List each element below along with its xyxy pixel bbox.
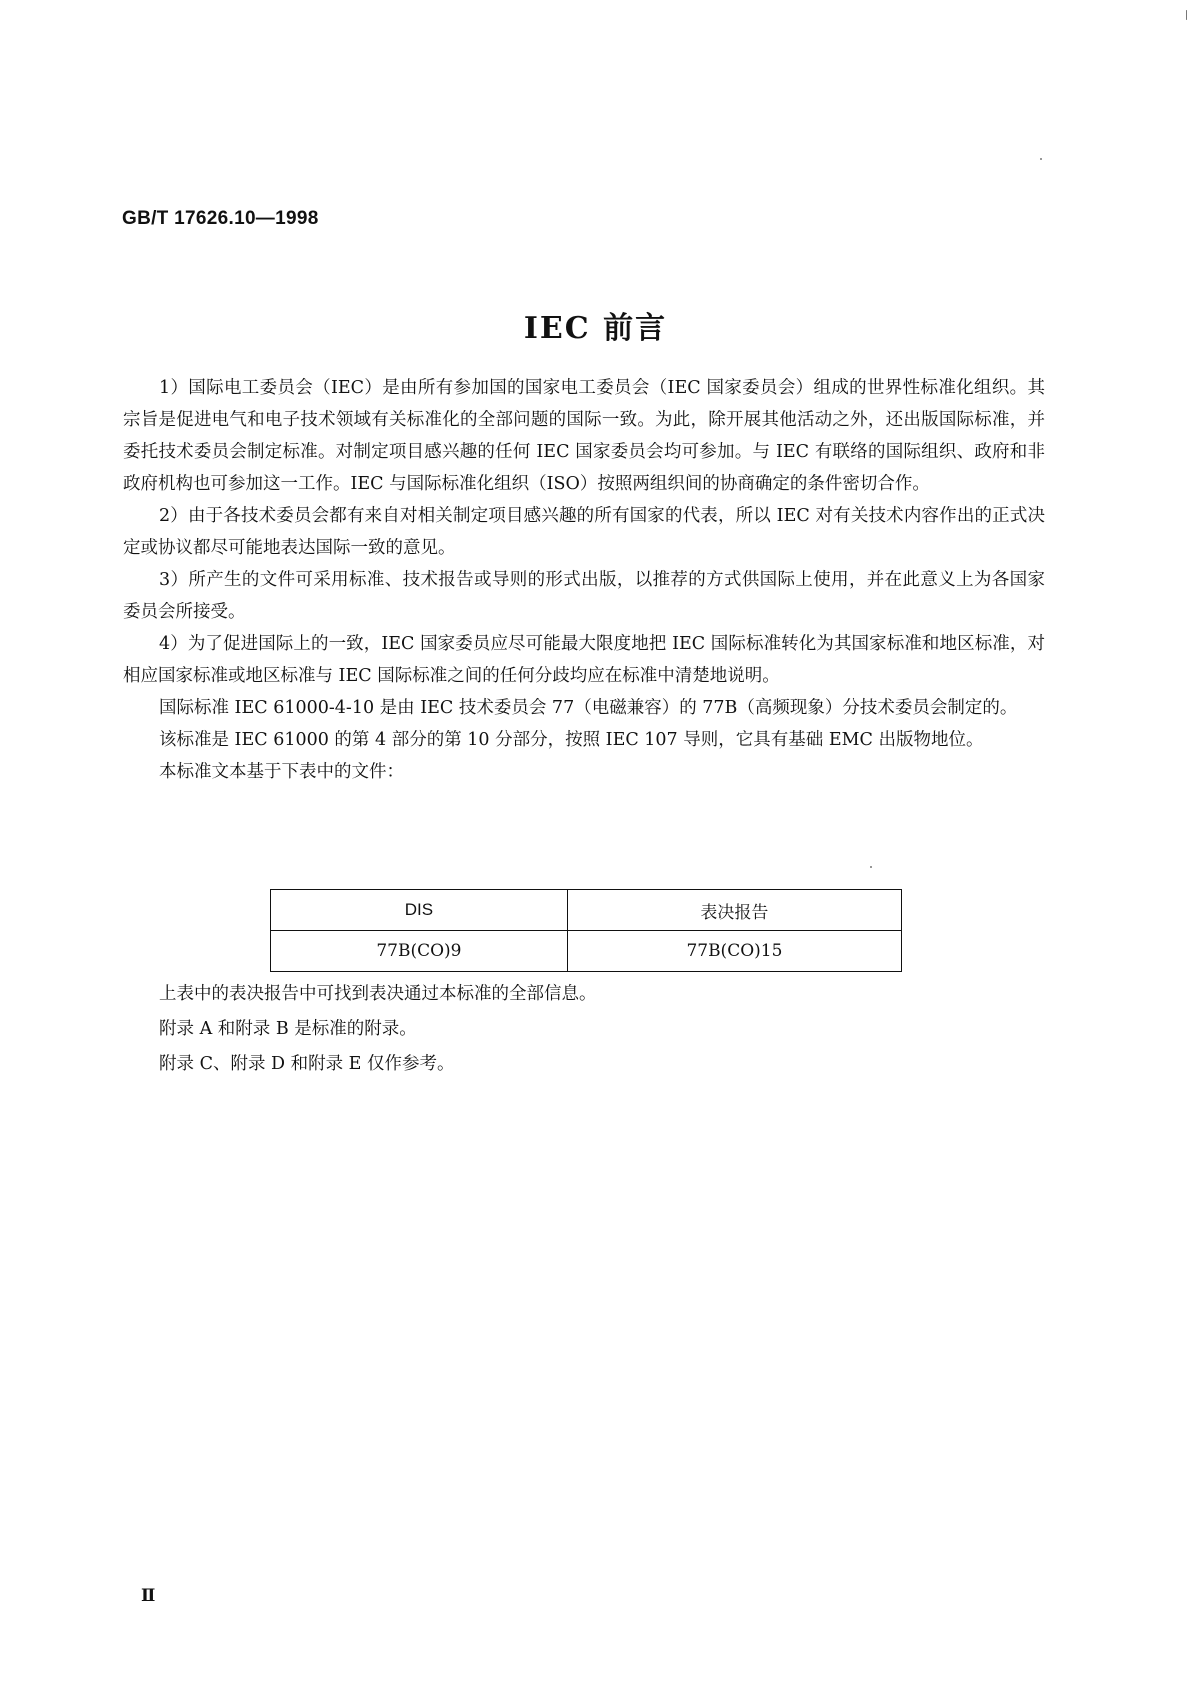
table-header-voting-report: 表决报告 (567, 890, 901, 931)
table-row (271, 931, 902, 972)
scan-edge-mark (1186, 10, 1187, 20)
paragraph-6: 该标准是 IEC 61000 的第 4 部分的第 10 分部分，按照 IEC 107 导则，它具有基础 EMC 出版物地位。 (159, 730, 984, 750)
after-table-notes (123, 977, 1045, 1082)
page-title: IEC 前言 (523, 311, 668, 346)
document-identifier: GB/T 17626.10—1998 (122, 208, 319, 229)
page-number: Ⅱ (141, 1586, 156, 1606)
table-header-row (271, 890, 902, 931)
paragraph-1: 1）国际电工委员会（IEC）是由所有参加国的国家电工委员会（IEC 国家委员会）组成的世界性标准化组织。其宗旨是促进电气和电子技术领域有关标准化的全部问题的国际一致。为此，除开展其他活动之外，还出版国际标准，并委托技术委员会制定标准。对制定项目感兴趣的任何 IEC 国家委员会均可参加。与 IEC 有联络的国际组织、政府和非政府机构也可参加这一工作。IEC 与国际标准化组织（ISO）按照两组织间的协商确定的条件密切合作。 (123, 378, 1045, 494)
table-header-dis: DIS (271, 890, 568, 931)
note-3: 附录 C、附录 D 和附录 E 仅作参考。 (159, 1054, 455, 1074)
scan-speck (1040, 158, 1042, 160)
paragraph-4: 4）为了促进国际上的一致，IEC 国家委员应尽可能最大限度地把 IEC 国际标准转化为其国家标准和地区标准，对相应国家标准或地区标准与 IEC 国际标准之间的任何分歧均应在标准中清楚地说明。 (123, 634, 1045, 686)
documents-table (270, 889, 902, 972)
paragraph-7: 本标准文本基于下表中的文件： (159, 762, 404, 782)
foreword-body (123, 372, 1045, 788)
paragraph-5: 国际标准 IEC 61000-4-10 是由 IEC 技术委员会 77（电磁兼容）的 77B（高频现象）分技术委员会制定的。 (159, 698, 1018, 718)
note-2: 附录 A 和附录 B 是标准的附录。 (159, 1019, 417, 1039)
paragraph-2: 2）由于各技术委员会都有来自对相关制定项目感兴趣的所有国家的代表，所以 IEC 对有关技术内容作出的正式决定或协议都尽可能地表达国际一致的意见。 (123, 506, 1045, 558)
table-cell-voting-report: 77B(CO)15 (567, 931, 901, 972)
table-cell-dis: 77B(CO)9 (271, 931, 568, 972)
paragraph-3: 3）所产生的文件可采用标准、技术报告或导则的形式出版，以推荐的方式供国际上使用，并在此意义上为各国家委员会所接受。 (123, 570, 1045, 622)
note-1: 上表中的表决报告中可找到表决通过本标准的全部信息。 (159, 984, 597, 1004)
scan-speck (870, 866, 872, 868)
